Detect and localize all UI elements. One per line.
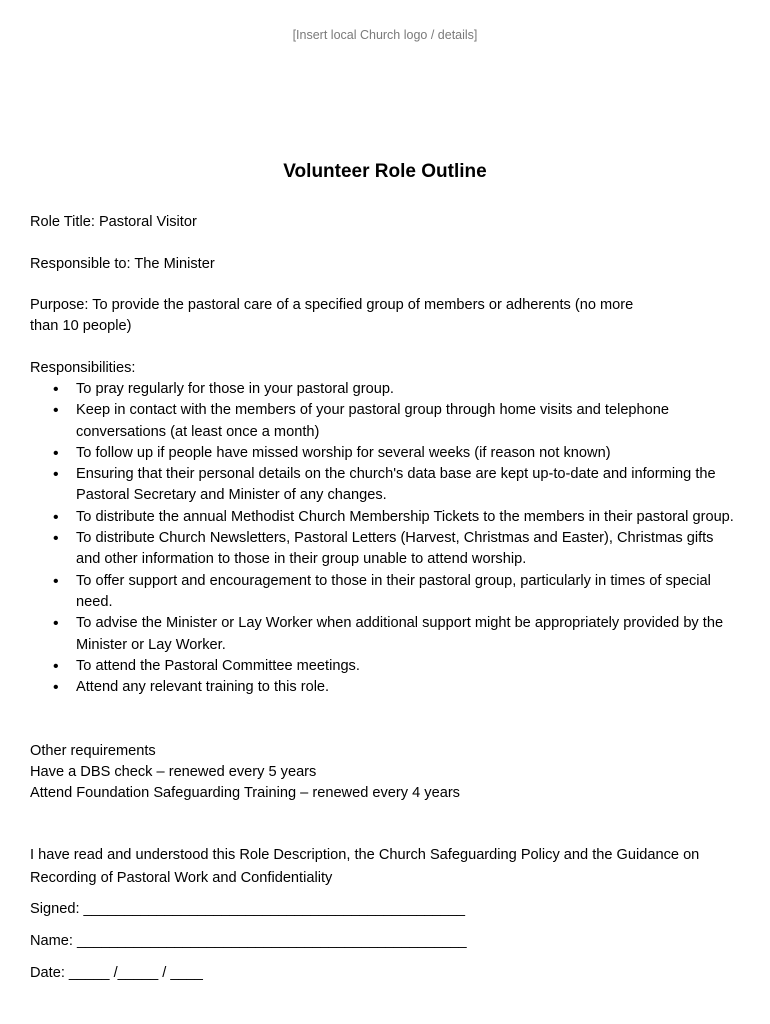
purpose-line-1: Purpose: To provide the pastoral care of a specified group of members or adherents (no more: [30, 297, 634, 313]
logo-placeholder: [Insert local Church logo / details]: [292, 28, 478, 42]
responsibilities-heading: Responsibilities:: [30, 360, 136, 376]
list-item: • To distribute the annual Methodist Church Membership Tickets to the members in their pastoral group.: [0, 507, 738, 528]
signed-line: Signed: _______________________________________________: [30, 901, 466, 917]
role-title: Role Title: Pastoral Visitor: [30, 214, 197, 230]
list-item: • To follow up if people have missed worship for several weeks (if reason not known): [0, 443, 738, 464]
name-line: Name: ________________________________________________: [30, 933, 467, 949]
declaration-text: I have read and understood this Role Description, the Church Safeguarding Policy and the Guidance on Recording of Pastoral Work and Confidentiality: [30, 847, 700, 886]
dbs-requirement: Have a DBS check – renewed every 5 years: [30, 764, 317, 780]
list-item: • To advise the Minister or Lay Worker when additional support might be appropriately provided by the Minister or Lay Worker.: [0, 613, 738, 656]
page-title: Volunteer Role Outline: [283, 161, 487, 182]
responsible-to: Responsible to: The Minister: [30, 256, 215, 272]
date-line: Date: _____ /_____ / ____: [30, 965, 203, 981]
responsibilities-list: [0, 379, 740, 698]
list-item: • To offer support and encouragement to those in their pastoral group, particularly in times of special need.: [0, 571, 738, 614]
list-item: • Keep in contact with the members of your pastoral group through home visits and telephone conversations (at least once a month): [0, 400, 738, 443]
list-item: • Attend any relevant training to this role.: [0, 677, 738, 698]
other-requirements-heading: Other requirements: [30, 743, 156, 759]
list-item: • To distribute Church Newsletters, Pastoral Letters (Harvest, Christmas and Easter), Christmas gifts and other information to those in their group unable to attend worship.: [0, 528, 738, 571]
purpose-line-2: than 10 people): [30, 318, 132, 334]
list-item: • To pray regularly for those in your pastoral group.: [0, 379, 738, 400]
safeguarding-requirement: Attend Foundation Safeguarding Training – renewed every 4 years: [30, 785, 460, 801]
list-item: • Ensuring that their personal details on the church's data base are kept up-to-date and informing the Pastoral Secretary and Minister of any changes.: [0, 464, 738, 507]
list-item: • To attend the Pastoral Committee meetings.: [0, 656, 738, 677]
